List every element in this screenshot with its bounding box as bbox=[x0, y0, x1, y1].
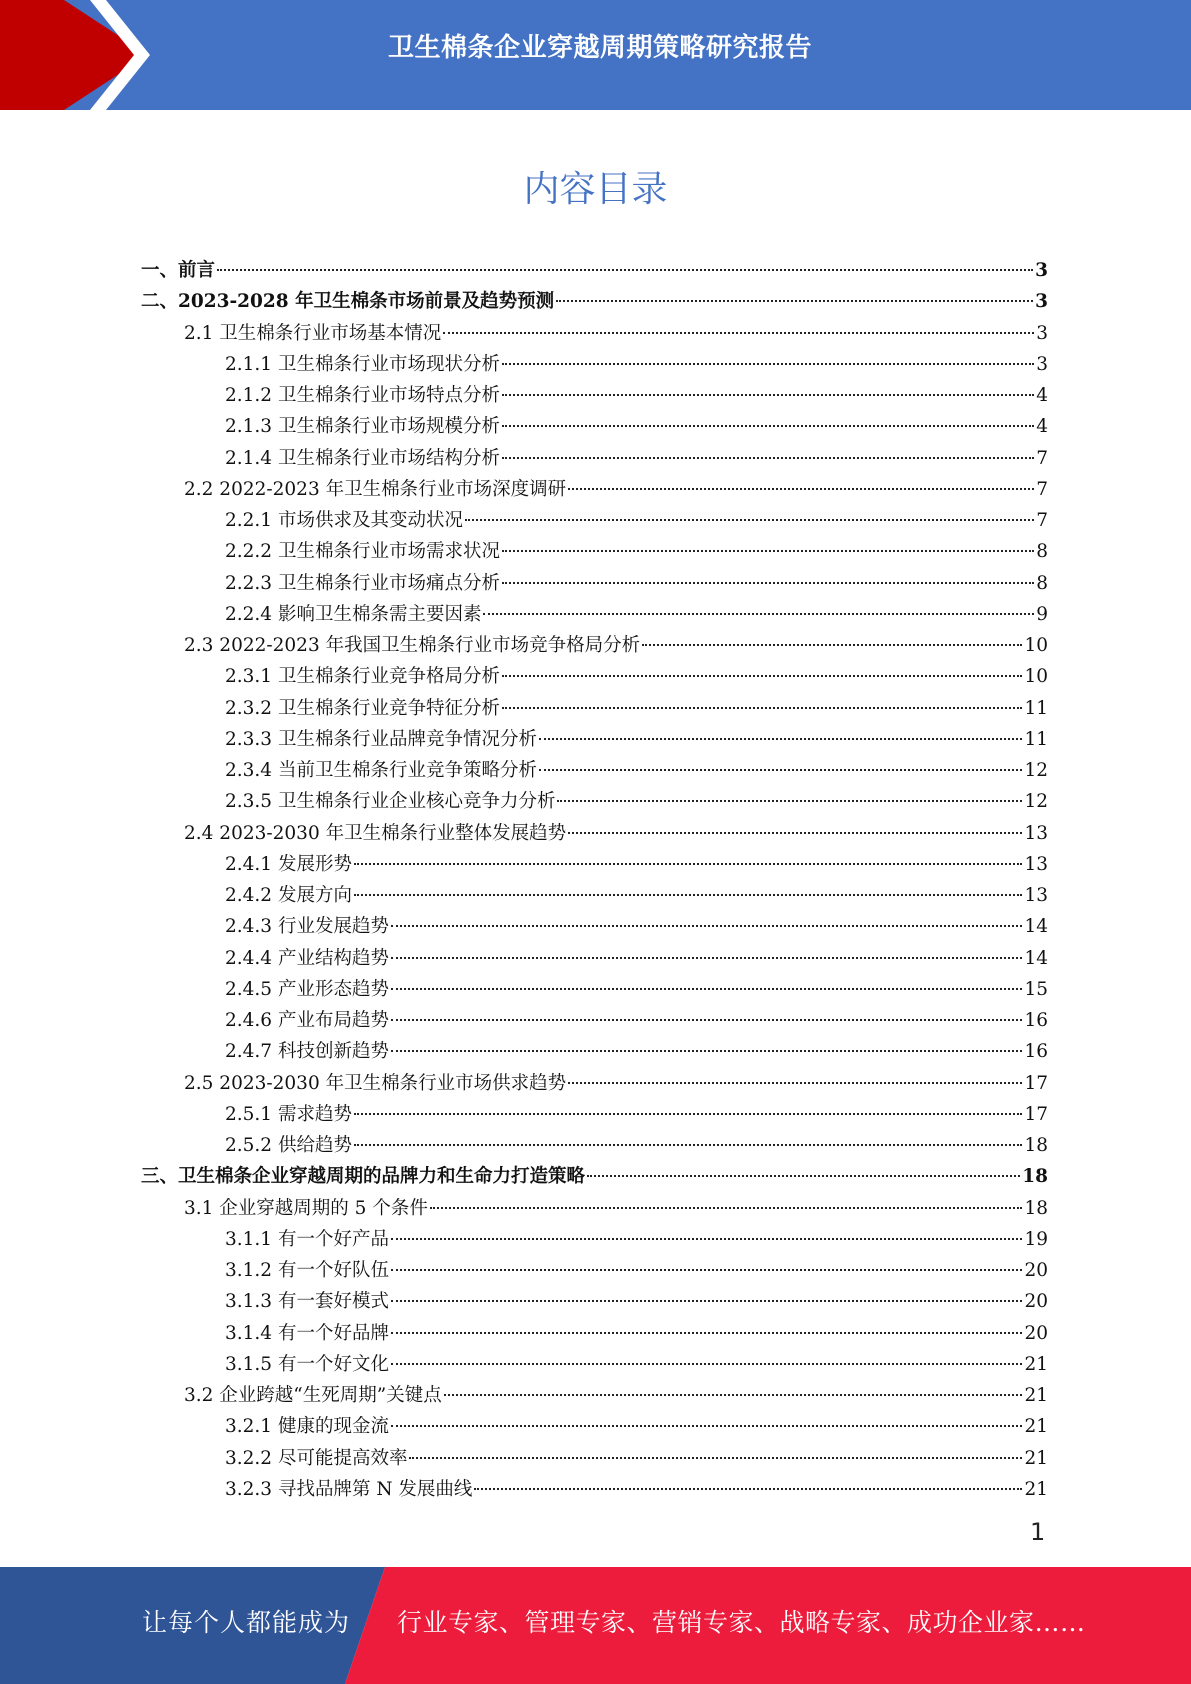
toc-entry-page: 16 bbox=[1024, 1010, 1048, 1031]
dot-leader bbox=[443, 332, 1034, 334]
dot-leader bbox=[556, 300, 1033, 302]
dot-leader bbox=[391, 957, 1022, 959]
toc-entry-page: 14 bbox=[1024, 947, 1048, 969]
toc-entry-title: 2.5 2023-2030 年卫生棉条行业市场供求趋势 bbox=[184, 1072, 567, 1094]
toc-entry-page: 21 bbox=[1024, 1353, 1048, 1375]
toc-entry[interactable] bbox=[141, 318, 1048, 349]
toc-entry[interactable] bbox=[141, 536, 1048, 567]
toc-entry-title: 2.4.5 产业形态趋势 bbox=[225, 978, 389, 1000]
toc-entry-page: 20 bbox=[1024, 1322, 1048, 1344]
toc-entry[interactable] bbox=[141, 724, 1048, 755]
toc-entry-title: 2.1.4 卫生棉条行业市场结构分析 bbox=[225, 447, 500, 469]
toc-entry-title: 2.3.3 卫生棉条行业品牌竞争情况分析 bbox=[225, 728, 537, 750]
dot-leader bbox=[502, 457, 1034, 459]
toc-entry-title: 2.2.1 市场供求及其变动状况 bbox=[225, 510, 463, 531]
toc-entry-page: 3 bbox=[1036, 322, 1048, 344]
toc-entry-title: 3.2 企业跨越“生死周期”关键点 bbox=[184, 1385, 442, 1406]
dot-leader bbox=[354, 863, 1023, 865]
toc-entry[interactable] bbox=[141, 1224, 1048, 1255]
toc-entry[interactable] bbox=[141, 1318, 1048, 1349]
dot-leader bbox=[430, 1207, 1023, 1209]
toc-entry-title: 2.4.7 科技创新趋势 bbox=[225, 1041, 389, 1063]
toc-entry-page: 18 bbox=[1024, 1135, 1048, 1156]
dot-leader bbox=[465, 519, 1034, 521]
toc-entry-title: 3.1.5 有一个好文化 bbox=[225, 1353, 389, 1375]
toc-entry-title: 3.1.2 有一个好队伍 bbox=[225, 1260, 389, 1281]
dot-leader bbox=[391, 1238, 1022, 1240]
table-of-contents bbox=[141, 255, 1048, 1505]
toc-entry-title: 2.1.3 卫生棉条行业市场规模分析 bbox=[225, 416, 500, 438]
dot-leader bbox=[409, 1457, 1022, 1459]
dot-leader bbox=[502, 394, 1034, 396]
toc-entry-title: 2.2 2022-2023 年卫生棉条行业市场深度调研 bbox=[184, 478, 567, 500]
toc-entry-title: 2.2.2 卫生棉条行业市场需求状况 bbox=[225, 541, 500, 563]
toc-entry[interactable] bbox=[141, 505, 1048, 536]
toc-entry[interactable] bbox=[141, 1474, 1048, 1505]
toc-entry-page: 16 bbox=[1024, 1041, 1048, 1063]
toc-entry[interactable] bbox=[141, 1255, 1048, 1286]
toc-entry-page: 13 bbox=[1024, 822, 1048, 844]
toc-entry-title: 2.3 2022-2023 年我国卫生棉条行业市场竞争格局分析 bbox=[184, 635, 641, 656]
footer-slogan: 让每个人都能成为 bbox=[142, 1608, 351, 1637]
dot-leader bbox=[217, 269, 1033, 271]
dot-leader bbox=[539, 769, 1022, 771]
dot-leader bbox=[502, 675, 1022, 677]
toc-entry[interactable] bbox=[141, 255, 1048, 286]
toc-entry[interactable] bbox=[141, 880, 1048, 911]
toc-entry-title: 3.1.1 有一个好产品 bbox=[225, 1228, 389, 1250]
dot-leader bbox=[391, 1332, 1022, 1334]
toc-entry[interactable] bbox=[141, 286, 1048, 317]
dot-leader bbox=[483, 613, 1034, 615]
toc-entry[interactable] bbox=[141, 1193, 1048, 1224]
toc-entry[interactable] bbox=[141, 474, 1048, 505]
toc-entry[interactable] bbox=[141, 1286, 1048, 1317]
toc-entry[interactable] bbox=[141, 661, 1048, 692]
dot-leader bbox=[502, 707, 1022, 709]
page-number: 1 bbox=[1030, 1518, 1046, 1546]
toc-entry-page: 17 bbox=[1024, 1072, 1048, 1094]
toc-entry[interactable] bbox=[141, 1130, 1048, 1161]
page-footer bbox=[0, 1567, 1191, 1684]
toc-entry-page: 3 bbox=[1035, 291, 1048, 313]
dot-leader bbox=[391, 1300, 1022, 1302]
toc-entry[interactable] bbox=[141, 1036, 1048, 1067]
dot-leader bbox=[502, 425, 1034, 427]
dot-leader bbox=[354, 1144, 1023, 1146]
toc-entry-title: 2.2.4 影响卫生棉条需主要因素 bbox=[225, 603, 482, 625]
toc-entry[interactable] bbox=[141, 755, 1048, 786]
toc-entry-title: 3.2.1 健康的现金流 bbox=[225, 1416, 389, 1438]
toc-entry-page: 8 bbox=[1036, 572, 1048, 594]
dot-leader bbox=[539, 738, 1022, 740]
toc-entry[interactable] bbox=[141, 943, 1048, 974]
dot-leader bbox=[391, 1363, 1022, 1365]
toc-entry-page: 4 bbox=[1036, 416, 1048, 438]
toc-entry-page: 13 bbox=[1024, 885, 1048, 906]
toc-entry[interactable] bbox=[141, 568, 1048, 599]
toc-entry-page: 11 bbox=[1024, 697, 1048, 719]
toc-entry-page: 3 bbox=[1035, 260, 1048, 281]
toc-entry-page: 19 bbox=[1024, 1228, 1048, 1250]
toc-entry[interactable] bbox=[141, 1005, 1048, 1036]
toc-entry[interactable] bbox=[141, 974, 1048, 1005]
dot-leader bbox=[502, 582, 1034, 584]
toc-entry-page: 14 bbox=[1024, 916, 1048, 938]
toc-entry-page: 21 bbox=[1024, 1385, 1048, 1406]
toc-entry[interactable] bbox=[141, 693, 1048, 724]
dot-leader bbox=[391, 1425, 1022, 1427]
dot-leader bbox=[354, 894, 1023, 896]
toc-entry-title: 3.2.2 尽可能提高效率 bbox=[225, 1447, 408, 1469]
toc-entry-page: 9 bbox=[1036, 603, 1048, 625]
toc-entry-title: 2.1.2 卫生棉条行业市场特点分析 bbox=[225, 385, 500, 406]
toc-entry-page: 21 bbox=[1024, 1447, 1048, 1469]
toc-entry-title: 2.4.3 行业发展趋势 bbox=[225, 916, 389, 938]
toc-entry-page: 20 bbox=[1024, 1291, 1048, 1313]
toc-entry[interactable] bbox=[141, 1349, 1048, 1380]
toc-entry-page: 12 bbox=[1024, 760, 1048, 781]
toc-entry-page: 3 bbox=[1036, 353, 1048, 375]
toc-entry-page: 4 bbox=[1036, 385, 1048, 406]
toc-entry-page: 21 bbox=[1024, 1478, 1048, 1500]
toc-entry-page: 12 bbox=[1024, 791, 1048, 813]
toc-entry[interactable] bbox=[141, 849, 1048, 880]
toc-entry-page: 7 bbox=[1036, 510, 1048, 531]
toc-entry-title: 3.1 企业穿越周期的 5 个条件 bbox=[184, 1197, 428, 1219]
dot-leader bbox=[568, 832, 1022, 834]
toc-entry[interactable] bbox=[141, 818, 1048, 849]
toc-entry-page: 8 bbox=[1036, 541, 1048, 563]
dot-leader bbox=[587, 1175, 1020, 1177]
toc-entry-title: 2.3.1 卫生棉条行业竞争格局分析 bbox=[225, 666, 500, 688]
toc-title: 内容目录 bbox=[523, 169, 668, 210]
toc-entry[interactable] bbox=[141, 349, 1048, 380]
toc-entry[interactable] bbox=[141, 1411, 1048, 1442]
toc-entry-page: 15 bbox=[1024, 978, 1048, 1000]
toc-entry-title: 2.4.6 产业布局趋势 bbox=[225, 1010, 389, 1031]
toc-entry[interactable] bbox=[141, 1443, 1048, 1474]
toc-entry[interactable] bbox=[141, 630, 1048, 661]
toc-entry-title: 2.3.4 当前卫生棉条行业竞争策略分析 bbox=[225, 760, 537, 781]
dot-leader bbox=[502, 363, 1034, 365]
dot-leader bbox=[444, 1394, 1023, 1396]
toc-entry[interactable] bbox=[141, 599, 1048, 630]
toc-entry-title: 二、2023-2028 年卫生棉条市场前景及趋势预测 bbox=[141, 291, 555, 313]
toc-entry-page: 20 bbox=[1024, 1260, 1048, 1281]
toc-entry[interactable] bbox=[141, 1099, 1048, 1130]
toc-entry-title: 2.4 2023-2030 年卫生棉条行业整体发展趋势 bbox=[184, 822, 567, 844]
toc-entry-title: 2.5.2 供给趋势 bbox=[225, 1135, 352, 1156]
toc-entry-title: 2.1 卫生棉条行业市场基本情况 bbox=[184, 322, 442, 344]
toc-entry[interactable] bbox=[141, 443, 1048, 474]
toc-entry[interactable] bbox=[141, 786, 1048, 817]
dot-leader bbox=[391, 1019, 1022, 1021]
toc-entry-title: 2.4.1 发展形势 bbox=[225, 853, 352, 875]
dot-leader bbox=[391, 988, 1022, 990]
toc-entry-title: 2.4.2 发展方向 bbox=[225, 885, 352, 906]
dot-leader bbox=[391, 1050, 1022, 1052]
toc-entry-title: 3.1.4 有一个好品牌 bbox=[225, 1322, 389, 1344]
toc-entry-page: 13 bbox=[1024, 853, 1048, 875]
toc-entry-page: 10 bbox=[1024, 635, 1048, 656]
toc-entry-page: 10 bbox=[1024, 666, 1048, 688]
toc-entry-page: 21 bbox=[1024, 1416, 1048, 1438]
dot-leader bbox=[568, 1082, 1022, 1084]
page-header bbox=[0, 0, 1191, 110]
dot-leader bbox=[354, 1113, 1023, 1115]
dot-leader bbox=[391, 1269, 1022, 1271]
toc-entry[interactable] bbox=[141, 380, 1048, 411]
toc-entry-title: 2.3.2 卫生棉条行业竞争特征分析 bbox=[225, 697, 500, 719]
dot-leader bbox=[502, 550, 1034, 552]
toc-entry-title: 2.1.1 卫生棉条行业市场现状分析 bbox=[225, 353, 500, 375]
report-title: 卫生棉条企业穿越周期策略研究报告 bbox=[387, 33, 812, 63]
toc-entry-page: 7 bbox=[1036, 447, 1048, 469]
toc-entry[interactable] bbox=[141, 411, 1048, 442]
toc-entry-title: 3.1.3 有一套好模式 bbox=[225, 1291, 389, 1313]
footer-tagline: 行业专家、管理专家、营销专家、战略专家、成功企业家…… bbox=[397, 1608, 1086, 1637]
dot-leader bbox=[474, 1488, 1022, 1490]
toc-entry[interactable] bbox=[141, 911, 1048, 942]
toc-entry-title: 2.5.1 需求趋势 bbox=[225, 1103, 352, 1125]
toc-entry-title: 3.2.3 寻找品牌第 N 发展曲线 bbox=[225, 1478, 473, 1500]
toc-entry-page: 7 bbox=[1036, 478, 1048, 500]
toc-entry-page: 11 bbox=[1024, 728, 1048, 750]
dot-leader bbox=[568, 488, 1034, 490]
toc-entry[interactable] bbox=[141, 1161, 1048, 1192]
toc-entry-title: 2.3.5 卫生棉条行业企业核心竞争力分析 bbox=[225, 791, 556, 813]
toc-entry-title: 2.4.4 产业结构趋势 bbox=[225, 947, 389, 969]
toc-entry-title: 三、卫生棉条企业穿越周期的品牌力和生命力打造策略 bbox=[141, 1166, 586, 1188]
toc-entry[interactable] bbox=[141, 1068, 1048, 1099]
toc-entry-title: 2.2.3 卫生棉条行业市场痛点分析 bbox=[225, 572, 500, 594]
toc-entry-page: 18 bbox=[1024, 1197, 1048, 1219]
toc-entry-page: 17 bbox=[1024, 1103, 1048, 1125]
toc-entry-title: 一、前言 bbox=[141, 260, 216, 281]
dot-leader bbox=[391, 925, 1022, 927]
dot-leader bbox=[642, 644, 1022, 646]
toc-entry[interactable] bbox=[141, 1380, 1048, 1411]
toc-entry-page: 18 bbox=[1022, 1166, 1048, 1188]
dot-leader bbox=[557, 800, 1022, 802]
